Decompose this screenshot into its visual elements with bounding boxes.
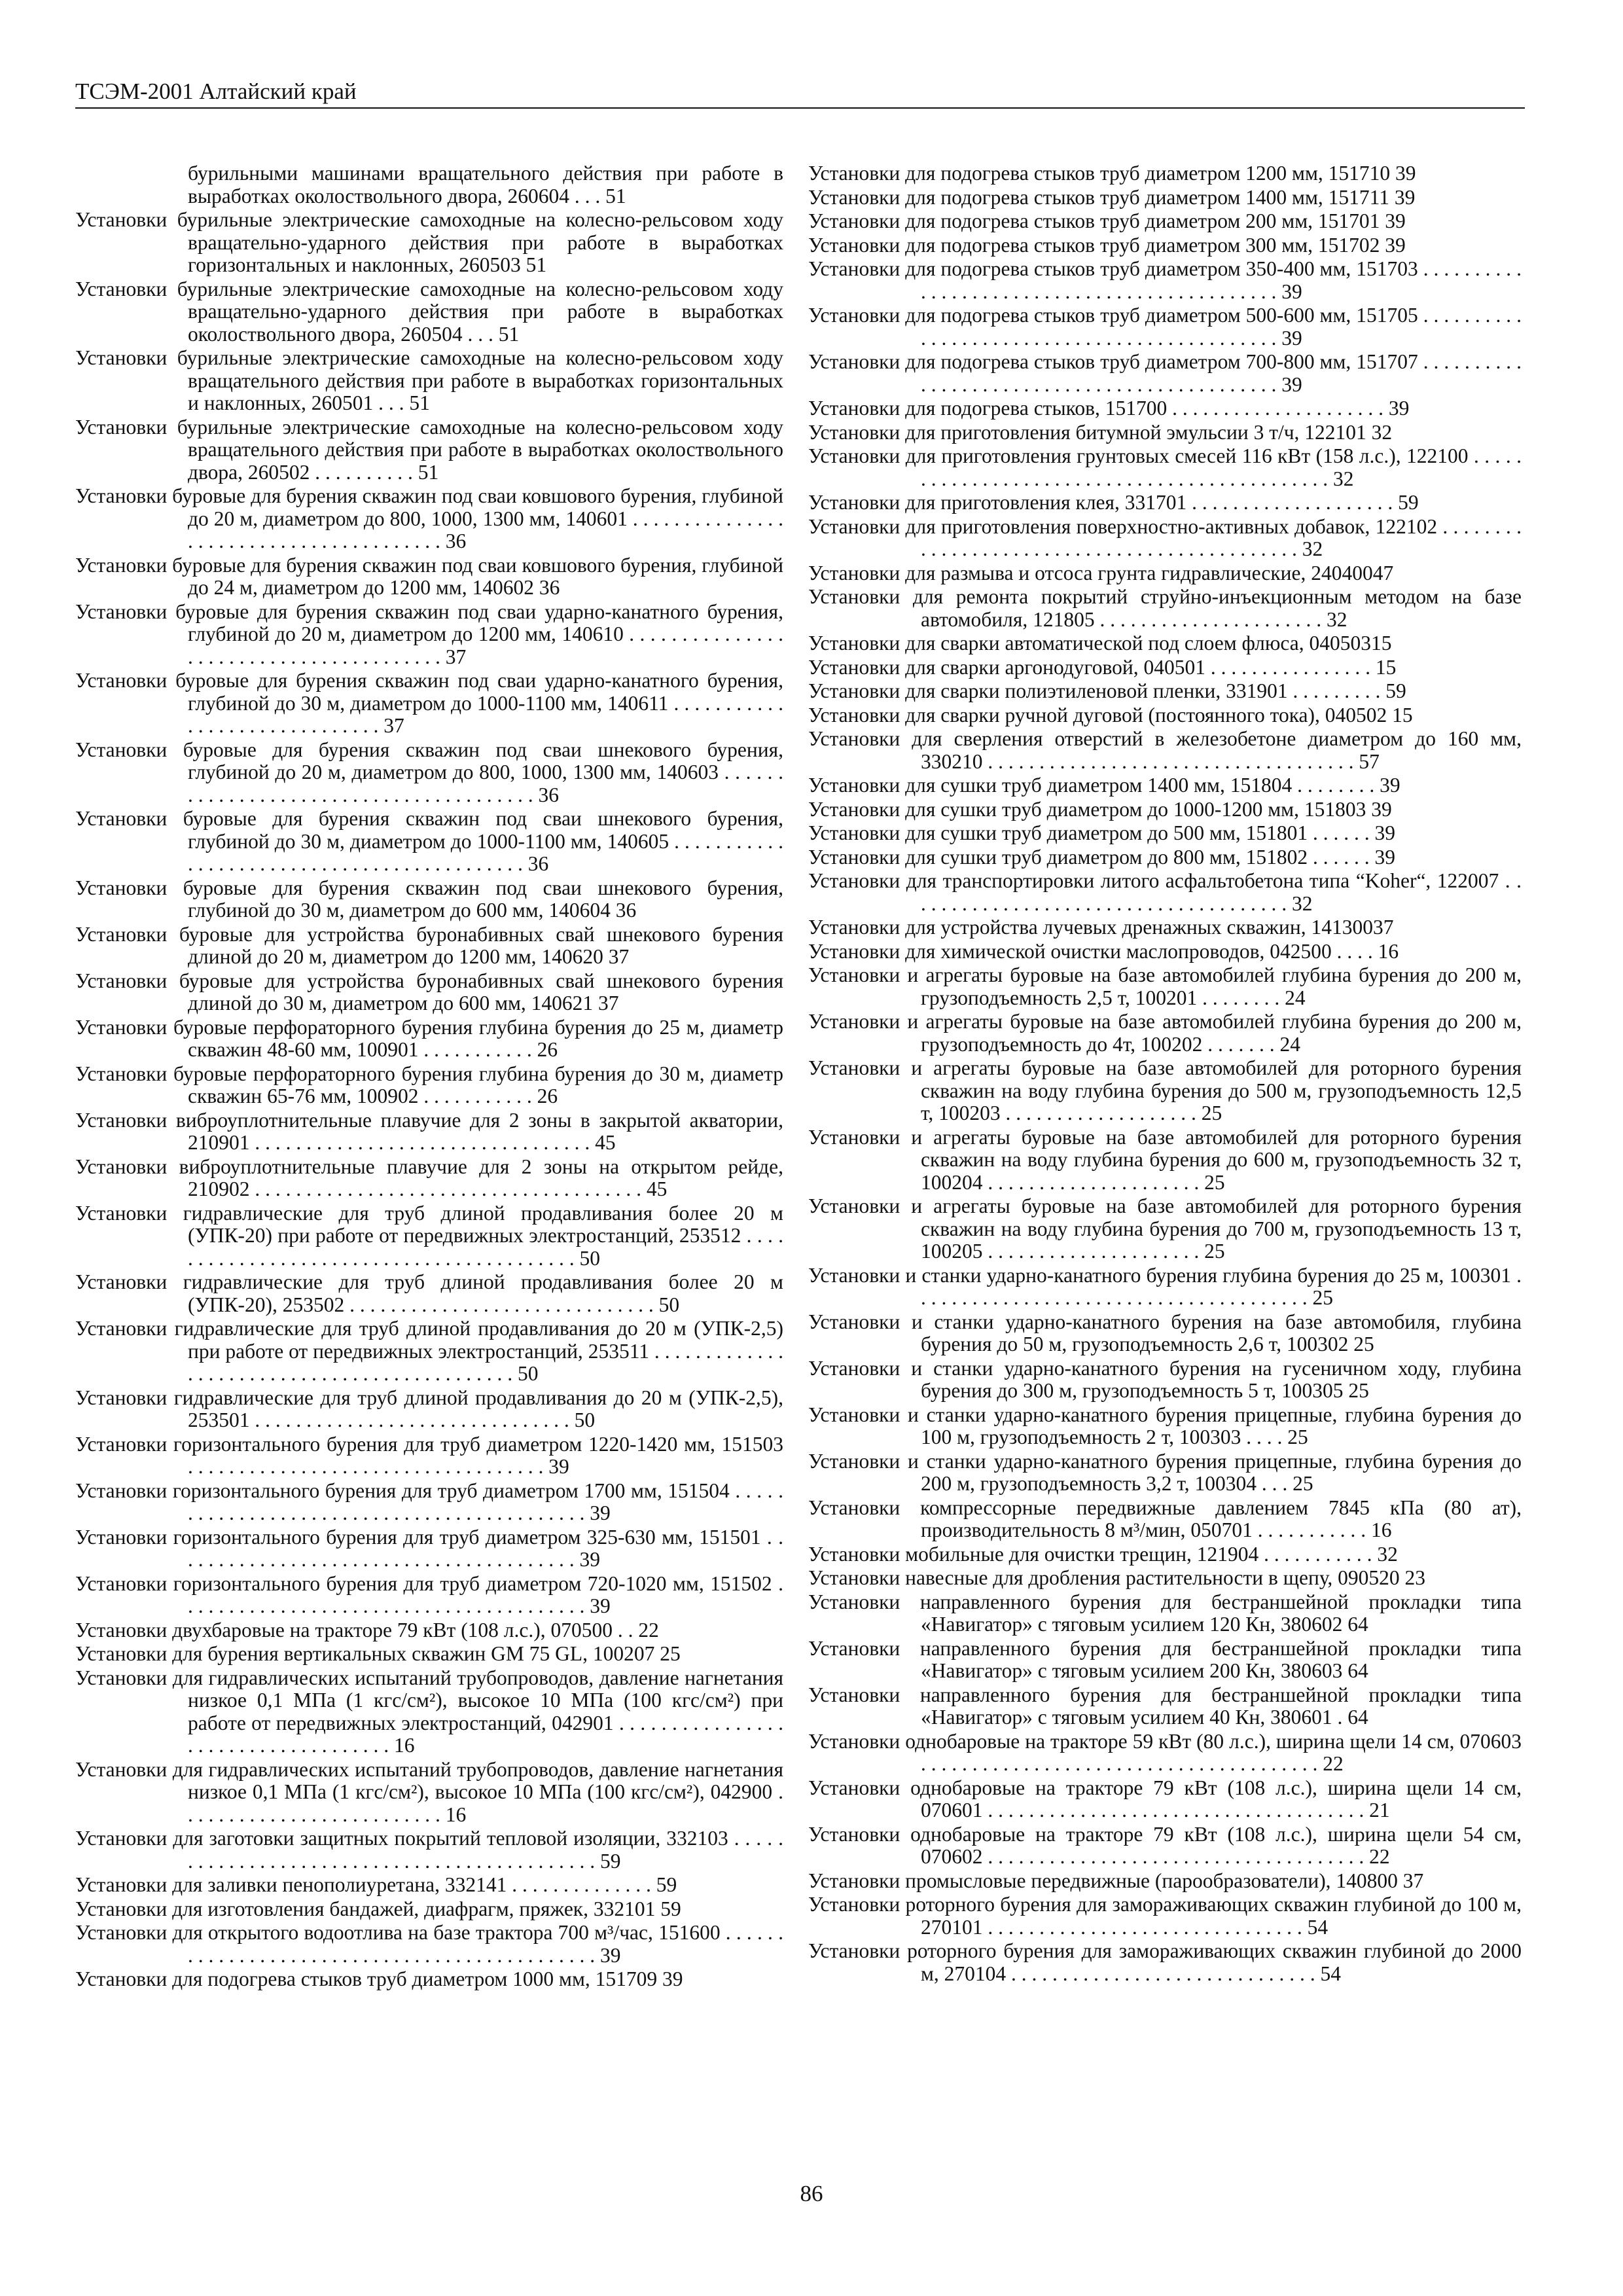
index-entry: Установки бурильные электрические самоходные на колесно-рельсовом ходу вращательного действия при работе в выработках околоствольного двора, 260502 . . . . . . . . . . 51 — [75, 415, 783, 484]
index-entry: Установки горизонтального бурения для труб диаметром 1220-1420 мм, 151503 . . . . . . . . . . . . . . . . . . . . . . . . . . . . . . . . . . . 39 — [75, 1432, 783, 1478]
index-entry: Установки бурильные электрические самоходные на колесно-рельсовом ходу вращательного действия при работе в выработках горизонтальных и наклонных, 260501 . . . 51 — [75, 346, 783, 414]
index-entry: Установки и станки ударно-канатного бурения прицепные, глубина бурения до 100 м, грузоподъемность 2 т, 100303 . . . . 25 — [808, 1403, 1522, 1448]
index-entry: Установки и агрегаты буровые на базе автомобилей для роторного бурения скважин на воду глубина бурения до 700 м, грузоподъемность 13 т, 100205 . . . . . . . . . . . . . . . . . . . . . 25 — [808, 1194, 1522, 1263]
index-entry: Установки для сушки труб диаметром до 500 мм, 151801 . . . . . . 39 — [808, 821, 1395, 844]
index-entry: Установки для сверления отверстий в железобетоне диаметром до 160 мм, 330210 . . . . . . . . . . . . . . . . . . . . . . . . . . . . . . . . . . . . 57 — [808, 727, 1522, 773]
index-entry: Установки и станки ударно-канатного бурения на базе автомобиля, глубина бурения до 50 м, грузоподъемность 2,6 т, 100302 25 — [808, 1310, 1522, 1355]
index-entry: Установки роторного бурения для замораживающих скважин глубиной до 2000 м, 270104 . . . . . . . . . . . . . . . . . . . . . . . . . . . . . . 54 — [808, 1939, 1522, 1985]
index-entry: Установки гидравлические для труб длиной продавливания до 20 м (УПК-2,5) при работе от передвижных электростанций, 253511 . . . . . . . . . . . . . . . . . . . . . . . . . . . . . . . . . . . . . . . . . . . . . 50 — [75, 1317, 783, 1385]
index-entry: Установки мобильные для очистки трещин, 121904 . . . . . . . . . . . 32 — [808, 1542, 1398, 1566]
index-entry: Установки горизонтального бурения для труб диаметром 325-630 мм, 151501 . . . . . . . . . . . . . . . . . . . . . . . . . . . . . . . . . . . . . . . . 39 — [75, 1525, 783, 1571]
left-index-column — [75, 162, 783, 1992]
index-entry: Установки буровые для бурения скважин под сваи шнекового бурения, глубиной до 20 м, диаметром до 800, 1000, 1300 мм, 140603 . . . . . . . . . . . . . . . . . . . . . . . . . . . . . . . . . . . . . . . . 36 — [75, 738, 783, 806]
index-entry: Установки для химической очистки маслопроводов, 042500 . . . . 16 — [808, 939, 1399, 963]
index-entry: Установки для приготовления поверхностно-активных добавок, 122102 . . . . . . . . . . . . . . . . . . . . . . . . . . . . . . . . . . . . . . . . . . . . . 32 — [808, 514, 1522, 560]
index-entry: Установки и агрегаты буровые на базе автомобилей для роторного бурения скважин на воду глубина бурения до 600 м, грузоподъемность 32 т, 100204 . . . . . . . . . . . . . . . . . . . . . 25 — [808, 1125, 1522, 1194]
index-entry: Установки для заливки пенополиуретана, 332141 . . . . . . . . . . . . . . 59 — [75, 1873, 677, 1896]
index-entry: Установки однобаровые на тракторе 59 кВт (80 л.с.), ширина щели 14 см, 070603 . . . . . . . . . . . . . . . . . . . . . . . . . . . . . . . . . . . . . . . 22 — [808, 1729, 1522, 1775]
index-entry: Установки для подогрева стыков труб диаметром 1000 мм, 151709 39 — [75, 1967, 683, 1990]
index-entry: Установки для подогрева стыков труб диаметром 1400 мм, 151711 39 — [808, 185, 1416, 209]
index-entry: Установки для сварки автоматической под слоем флюса, 04050315 — [808, 632, 1392, 655]
index-entry: Установки буровые перфораторного бурения глубина бурения до 30 м, диаметр скважин 65-76 мм, 100902 . . . . . . . . . . . 26 — [75, 1062, 783, 1107]
index-entry: Установки для размыва и отсоса грунта гидравлические, 24040047 — [808, 561, 1394, 584]
index-entry: Установки для сушки труб диаметром 1400 мм, 151804 . . . . . . . . 39 — [808, 774, 1400, 797]
index-entry: Установки для сварки аргонодуговой, 040501 . . . . . . . . . . . . . . . . 15 — [808, 655, 1397, 679]
header-rule — [75, 107, 1525, 109]
index-entry: Установки однобаровые на тракторе 79 кВт (108 л.с.), ширина щели 54 см, 070602 . . . . . . . . . . . . . . . . . . . . . . . . . . . . . . . . . . . . . 22 — [808, 1822, 1522, 1868]
index-entry: Установки для приготовления клея, 331701 . . . . . . . . . . . . . . . . . . . . 59 — [808, 491, 1419, 514]
index-entry: Установки для гидравлических испытаний трубопроводов, давление нагнетания низкое 0,1 МПа (1 кгс/см²), высокое 10 МПа (100 кгс/см²), 042900 . . . . . . . . . . . . . . . . . . . . . . . . . . 16 — [75, 1757, 783, 1826]
index-entry: Установки двухбаровые на тракторе 79 кВт (108 л.с.), 070500 . . 22 — [75, 1618, 659, 1641]
running-title: ТСЭМ-2001 Алтайский край — [75, 79, 357, 104]
index-entry: Установки и агрегаты буровые на базе автомобилей глубина бурения до 200 м, грузоподъемность до 4т, 100202 . . . . . . . 24 — [808, 1010, 1522, 1056]
index-entry: Установки для подогрева стыков труб диаметром 350-400 мм, 151703 . . . . . . . . . . . . . . . . . . . . . . . . . . . . . . . . . . . . . . . . . . . . . 39 — [808, 257, 1522, 303]
index-entry: Установки для подогрева стыков труб диаметром 200 мм, 151701 39 — [808, 209, 1406, 232]
index-entry: Установки буровые для устройства буронабивных свай шнекового бурения длиной до 30 м, диаметром до 600 мм, 140621 37 — [75, 969, 783, 1014]
index-entry: Установки буровые для бурения скважин под сваи ударно-канатного бурения, глубиной до 30 м, диаметром до 1000-1100 мм, 140611 . . . . . . . . . . . . . . . . . . . . . . . . . . . . . . 37 — [75, 669, 783, 737]
index-entry: Установки для подогрева стыков труб диаметром 300 мм, 151702 39 — [808, 233, 1406, 257]
index-entry: Установки и станки ударно-канатного бурения прицепные, глубина бурения до 200 м, грузоподъемность 3,2 т, 100304 . . . 25 — [808, 1449, 1522, 1495]
index-entry: Установки и станки ударно-канатного бурения глубина бурения до 25 м, 100301 . . . . . . . . . . . . . . . . . . . . . . . . . . . . . . . . . . . . . . . 25 — [808, 1263, 1522, 1309]
index-entry: Установки для подогрева стыков труб диаметром 500-600 мм, 151705 . . . . . . . . . . . . . . . . . . . . . . . . . . . . . . . . . . . . . . . . . . . . . 39 — [808, 304, 1522, 350]
index-entry: Установки направленного бурения для бестраншейной прокладки типа «Навигатор» с тяговым усилием 40 Кн, 380601 . 64 — [808, 1683, 1522, 1729]
index-entry: Установки для бурения вертикальных скважин GM 75 GL, 100207 25 — [75, 1642, 681, 1665]
index-entry: Установки для подогрева стыков труб диаметром 700-800 мм, 151707 . . . . . . . . . . . . . . . . . . . . . . . . . . . . . . . . . . . . . . . . . . . . . 39 — [808, 350, 1522, 396]
index-entry: Установки для сушки труб диаметром до 800 мм, 151802 . . . . . . 39 — [808, 845, 1395, 869]
index-entry: Установки направленного бурения для бестраншейной прокладки типа «Навигатор» с тяговым усилием 200 Кн, 380603 64 — [808, 1636, 1522, 1682]
index-entry: Установки буровые для устройства буронабивных свай шнекового бурения длиной до 20 м, диаметром до 1200 мм, 140620 37 — [75, 922, 783, 968]
index-entry: Установки буровые для бурения скважин под сваи ковшового бурения, глубиной до 24 м, диаметром до 1200 мм, 140602 36 — [75, 553, 783, 599]
index-entry: Установки промысловые передвижные (парообразователи), 140800 37 — [808, 1869, 1424, 1892]
index-entry: Установки буровые для бурения скважин под сваи ударно-канатного бурения, глубиной до 20 м, диаметром до 1200 мм, 140610 . . . . . . . . . . . . . . . . . . . . . . . . . . . . . . . . . . . . . . . . 37 — [75, 600, 783, 668]
index-entry: Установки и агрегаты буровые на базе автомобилей для роторного бурения скважин на воду глубина бурения до 500 м, грузоподъемность 12,5 т, 100203 . . . . . . . . . . . . . . . . . . . 25 — [808, 1056, 1522, 1124]
index-entry: Установки для гидравлических испытаний трубопроводов, давление нагнетания низкое 0,1 МПа (1 кгс/см²), высокое 10 МПа (100 кгс/см²) при работе от передвижных электростанций, 042901 . . . . . . . . . . . . . . . . . . . . . . . . . . . . . . . . . . . . 16 — [75, 1666, 783, 1757]
index-entry: Установки для приготовления грунтовых смесей 116 кВт (158 л.с.), 122100 . . . . . . . . . . . . . . . . . . . . . . . . . . . . . . . . . . . . . . . . . . . . . 32 — [808, 444, 1522, 490]
index-entry: Установки для устройства лучевых дренажных скважин, 14130037 — [808, 916, 1394, 939]
index-entry: Установки гидравлические для труб длиной продавливания более 20 м (УПК-20) при работе от передвижных электростанций, 253512 . . . . . . . . . . . . . . . . . . . . . . . . . . . . . . . . . . . . . . . . . . 50 — [75, 1201, 783, 1270]
index-entry: Установки горизонтального бурения для труб диаметром 1700 мм, 151504 . . . . . . . . . . . . . . . . . . . . . . . . . . . . . . . . . . . . . . . . . . . . 39 — [75, 1479, 783, 1524]
index-entry: Установки буровые для бурения скважин под сваи шнекового бурения, глубиной до 30 м, диаметром до 1000-1100 мм, 140605 . . . . . . . . . . . . . . . . . . . . . . . . . . . . . . . . . . . . . . . . . . . . 36 — [75, 807, 783, 875]
index-entry: Установки горизонтального бурения для труб диаметром 720-1020 мм, 151502 . . . . . . . . . . . . . . . . . . . . . . . . . . . . . . . . . . . . . . . . 39 — [75, 1571, 783, 1617]
index-entry: Установки для заготовки защитных покрытий тепловой изоляции, 332103 . . . . . . . . . . . . . . . . . . . . . . . . . . . . . . . . . . . . . . . . . . . . . 59 — [75, 1827, 783, 1873]
index-entry: Установки гидравлические для труб длиной продавливания более 20 м (УПК-20), 253502 . . . . . . . . . . . . . . . . . . . . . . . . . . . . . . 50 — [75, 1270, 783, 1316]
index-entry: Установки для подогрева стыков труб диаметром 1200 мм, 151710 39 — [808, 162, 1416, 185]
index-entry: Установки для открытого водоотлива на базе трактора 700 м³/час, 151600 . . . . . . . . . . . . . . . . . . . . . . . . . . . . . . . . . . . . . . . . . . . . . . 39 — [75, 1921, 783, 1967]
index-entry: Установки для подогрева стыков, 151700 . . . . . . . . . . . . . . . . . . . . . 39 — [808, 397, 1410, 420]
index-entry: Установки навесные для дробления растительности в щепу, 090520 23 — [808, 1566, 1426, 1589]
right-index-column — [808, 162, 1522, 1986]
index-entry: Установки буровые для бурения скважин под сваи ковшового бурения, глубиной до 20 м, диаметром до 800, 1000, 1300 мм, 140601 . . . . . . . . . . . . . . . . . . . . . . . . . . . . . . . . . . . . . . . . 36 — [75, 484, 783, 552]
index-entry: Установки бурильные электрические самоходные на колесно-рельсовом ходу вращательно-ударного действия при работе в выработках горизонтальных и наклонных, 260503 51 — [75, 208, 783, 276]
index-entry: Установки для сварки ручной дуговой (постоянного тока), 040502 15 — [808, 703, 1413, 726]
index-entry: бурильными машинами вращательного действия при работе в выработках околоствольного двора, 260604 . . . 51 — [188, 162, 783, 207]
page-number: 86 — [800, 2181, 823, 2206]
index-entry: Установки для сварки полиэтиленовой пленки, 331901 . . . . . . . . . 59 — [808, 679, 1406, 702]
index-entry: Установки однобаровые на тракторе 79 кВт (108 л.с.), ширина щели 14 см, 070601 . . . . . . . . . . . . . . . . . . . . . . . . . . . . . . . . . . . . . 21 — [808, 1776, 1522, 1821]
index-entry: Установки гидравлические для труб длиной продавливания до 20 м (УПК-2,5), 253501 . . . . . . . . . . . . . . . . . . . . . . . . . . . . . . . 50 — [75, 1386, 783, 1431]
index-entry: Установки для ремонта покрытий струйно-инъекционным методом на базе автомобиля, 121805 . . . . . . . . . . . . . . . . . . . . . . 32 — [808, 585, 1522, 631]
index-entry: Установки для транспортировки литого асфальтобетона типа “Koher“, 122007 . . . . . . . . . . . . . . . . . . . . . . . . . . . . . . . . . . . . . . 32 — [808, 869, 1522, 915]
index-entry: Установки для приготовления битумной эмульсии 3 т/ч, 122101 32 — [808, 420, 1393, 444]
index-entry: Установки бурильные электрические самоходные на колесно-рельсовом ходу вращательно-ударного действия при работе в выработках околоствольного двора, 260504 . . . 51 — [75, 277, 783, 346]
index-entry: Установки компрессорные передвижные давлением 7845 кПа (80 ат), производительность 8 м³/мин, 050701 . . . . . . . . . . . 16 — [808, 1496, 1522, 1541]
index-entry: Установки буровые перфораторного бурения глубина бурения до 25 м, диаметр скважин 48-60 мм, 100901 . . . . . . . . . . . 26 — [75, 1015, 783, 1061]
index-entry: Установки для изготовления бандажей, диафрагм, пряжек, 332101 59 — [75, 1897, 681, 1920]
index-entry: Установки роторного бурения для замораживающих скважин глубиной до 100 м, 270101 . . . . . . . . . . . . . . . . . . . . . . . . . . . . . . . 54 — [808, 1893, 1522, 1939]
index-entry: Установки виброуплотнительные плавучие для 2 зоны в закрытой акватории, 210901 . . . . . . . . . . . . . . . . . . . . . . . . . . . . . . . . . 45 — [75, 1108, 783, 1154]
index-entry: Установки для сушки труб диаметром до 1000-1200 мм, 151803 39 — [808, 797, 1392, 821]
index-entry: Установки буровые для бурения скважин под сваи шнекового бурения, глубиной до 30 м, диаметром до 600 мм, 140604 36 — [75, 876, 783, 922]
index-entry: Установки и станки ударно-канатного бурения на гусеничном ходу, глубина бурения до 300 м, грузоподъемность 5 т, 100305 25 — [808, 1356, 1522, 1402]
index-entry: Установки и агрегаты буровые на базе автомобилей глубина бурения до 200 м, грузоподъемность 2,5 т, 100201 . . . . . . . . 24 — [808, 963, 1522, 1009]
index-entry: Установки направленного бурения для бестраншейной прокладки типа «Навигатор» с тяговым усилием 120 Кн, 380602 64 — [808, 1590, 1522, 1636]
index-entry: Установки виброуплотнительные плавучие для 2 зоны на открытом рейде, 210902 . . . . . . . . . . . . . . . . . . . . . . . . . . . . . . . . . . . . . . 45 — [75, 1155, 783, 1200]
